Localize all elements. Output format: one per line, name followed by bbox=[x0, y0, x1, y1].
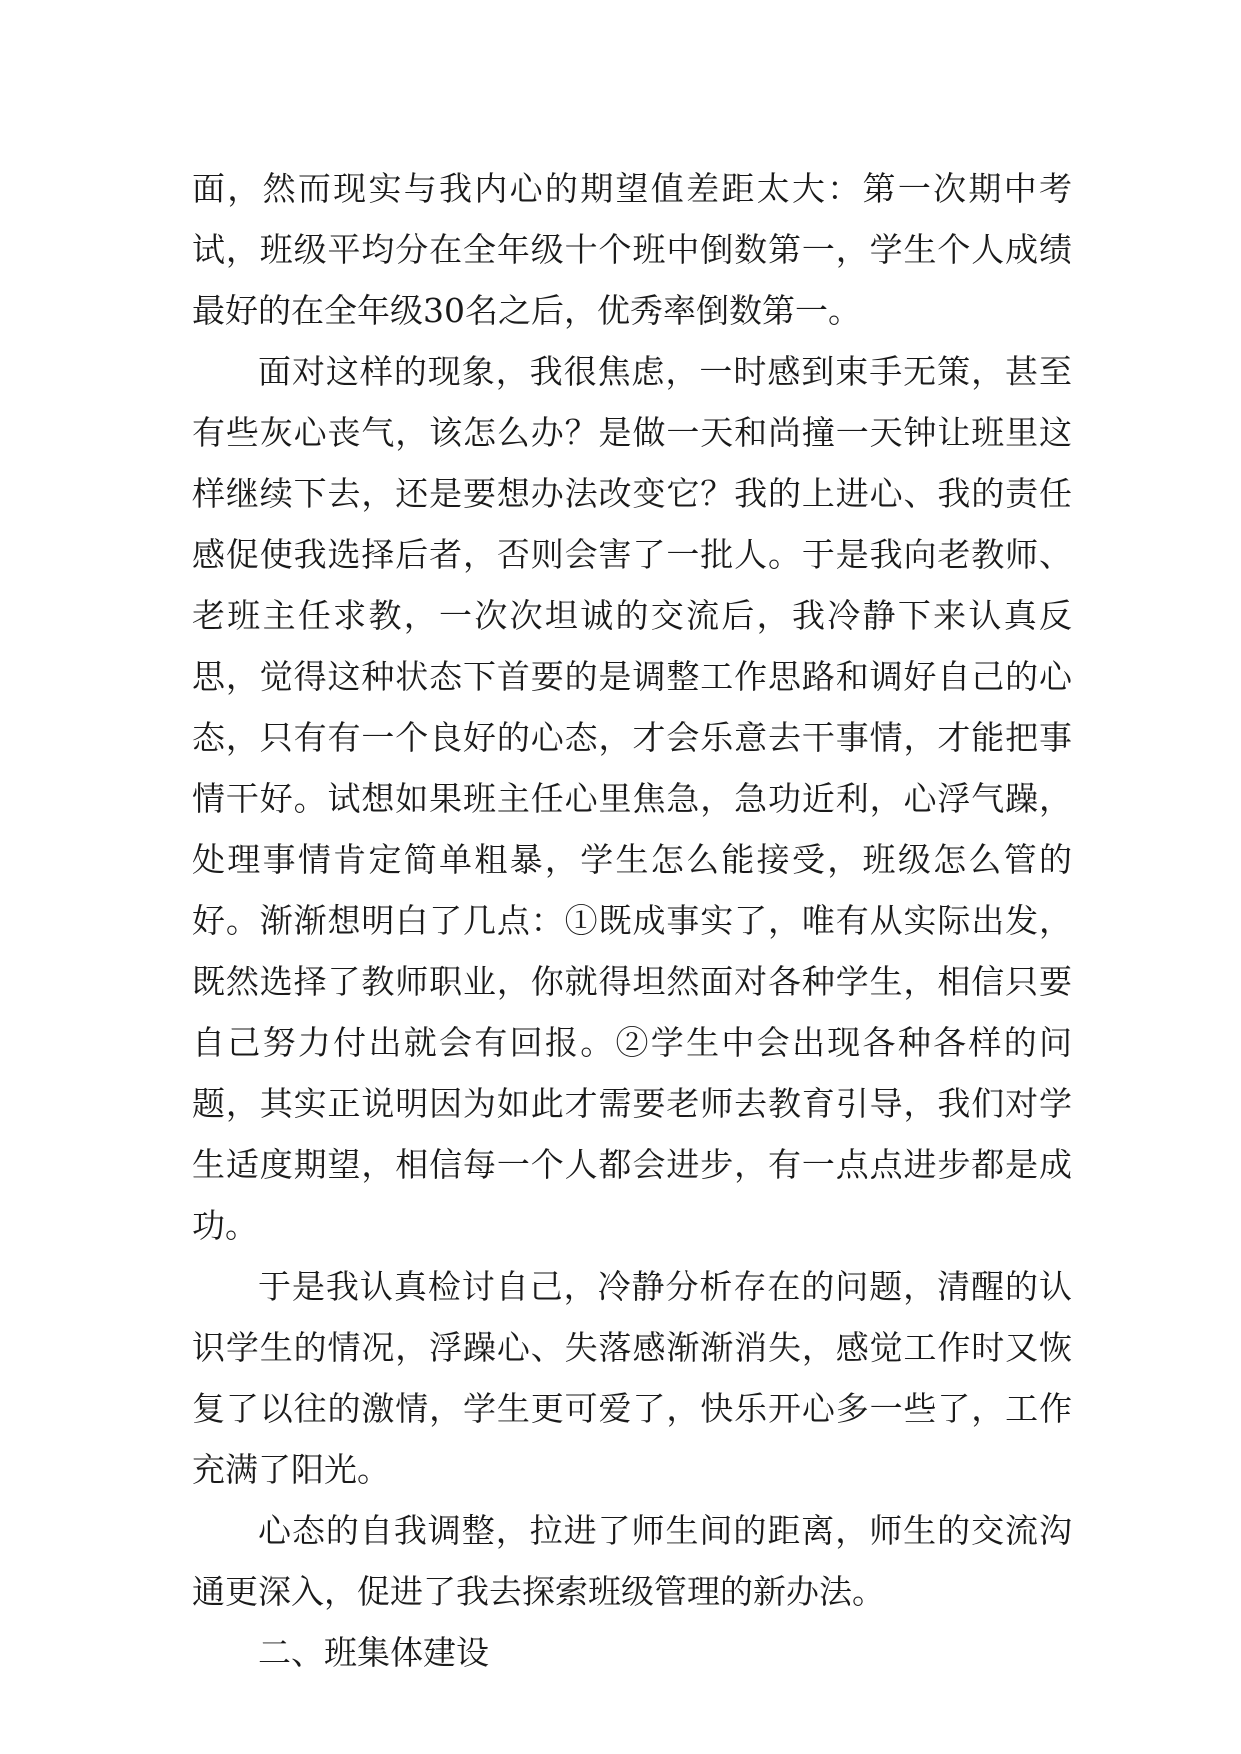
paragraph-attitude-adjustment: 心态的自我调整，拉进了师生间的距离，师生的交流沟通更深入，促进了我去探索班级管理的新办法。 bbox=[192, 1511, 1072, 1611]
document-body bbox=[192, 158, 1072, 1683]
paragraph-continuation: 面，然而现实与我内心的期望值差距太大：第一次期中考试，班级平均分在全年级十个班中倒数第一，学生个人成绩最好的在全年级30名之后，优秀率倒数第一。 bbox=[192, 169, 1072, 330]
paragraph-self-review: 于是我认真检讨自己，冷静分析存在的问题，清醒的认识学生的情况，浮躁心、失落感渐渐消失，感觉工作时又恢复了以往的激情，学生更可爱了，快乐开心多一些了，工作充满了阳光。 bbox=[192, 1267, 1072, 1489]
paragraph-anxiety-reflection: 面对这样的现象，我很焦虑，一时感到束手无策，甚至有些灰心丧气，该怎么办？是做一天和尚撞一天钟让班里这样继续下去，还是要想办法改变它？我的上进心、我的责任感促使我选择后者，否则会害了一批人。于是我向老教师、老班主任求教，一次次坦诚的交流后，我冷静下来认真反思，觉得这种状态下首要的是调整工作思路和调好自己的心态，只有有一个良好的心态，才会乐意去干事情，才能把事情干好。试想如果班主任心里焦急，急功近利，心浮气躁，处理事情肯定简单粗暴，学生怎么能接受，班级怎么管的好。渐渐想明白了几点：①既成事实了，唯有从实际出发，既然选择了教师职业，你就得坦然面对各种学生，相信只要自己努力付出就会有回报。②学生中会出现各种各样的问题，其实正说明因为如此才需要老师去教育引导，我们对学生适度期望，相信每一个人都会进步，有一点点进步都是成功。 bbox=[192, 352, 1072, 1245]
section-heading: 二、班集体建设 bbox=[258, 1633, 489, 1672]
